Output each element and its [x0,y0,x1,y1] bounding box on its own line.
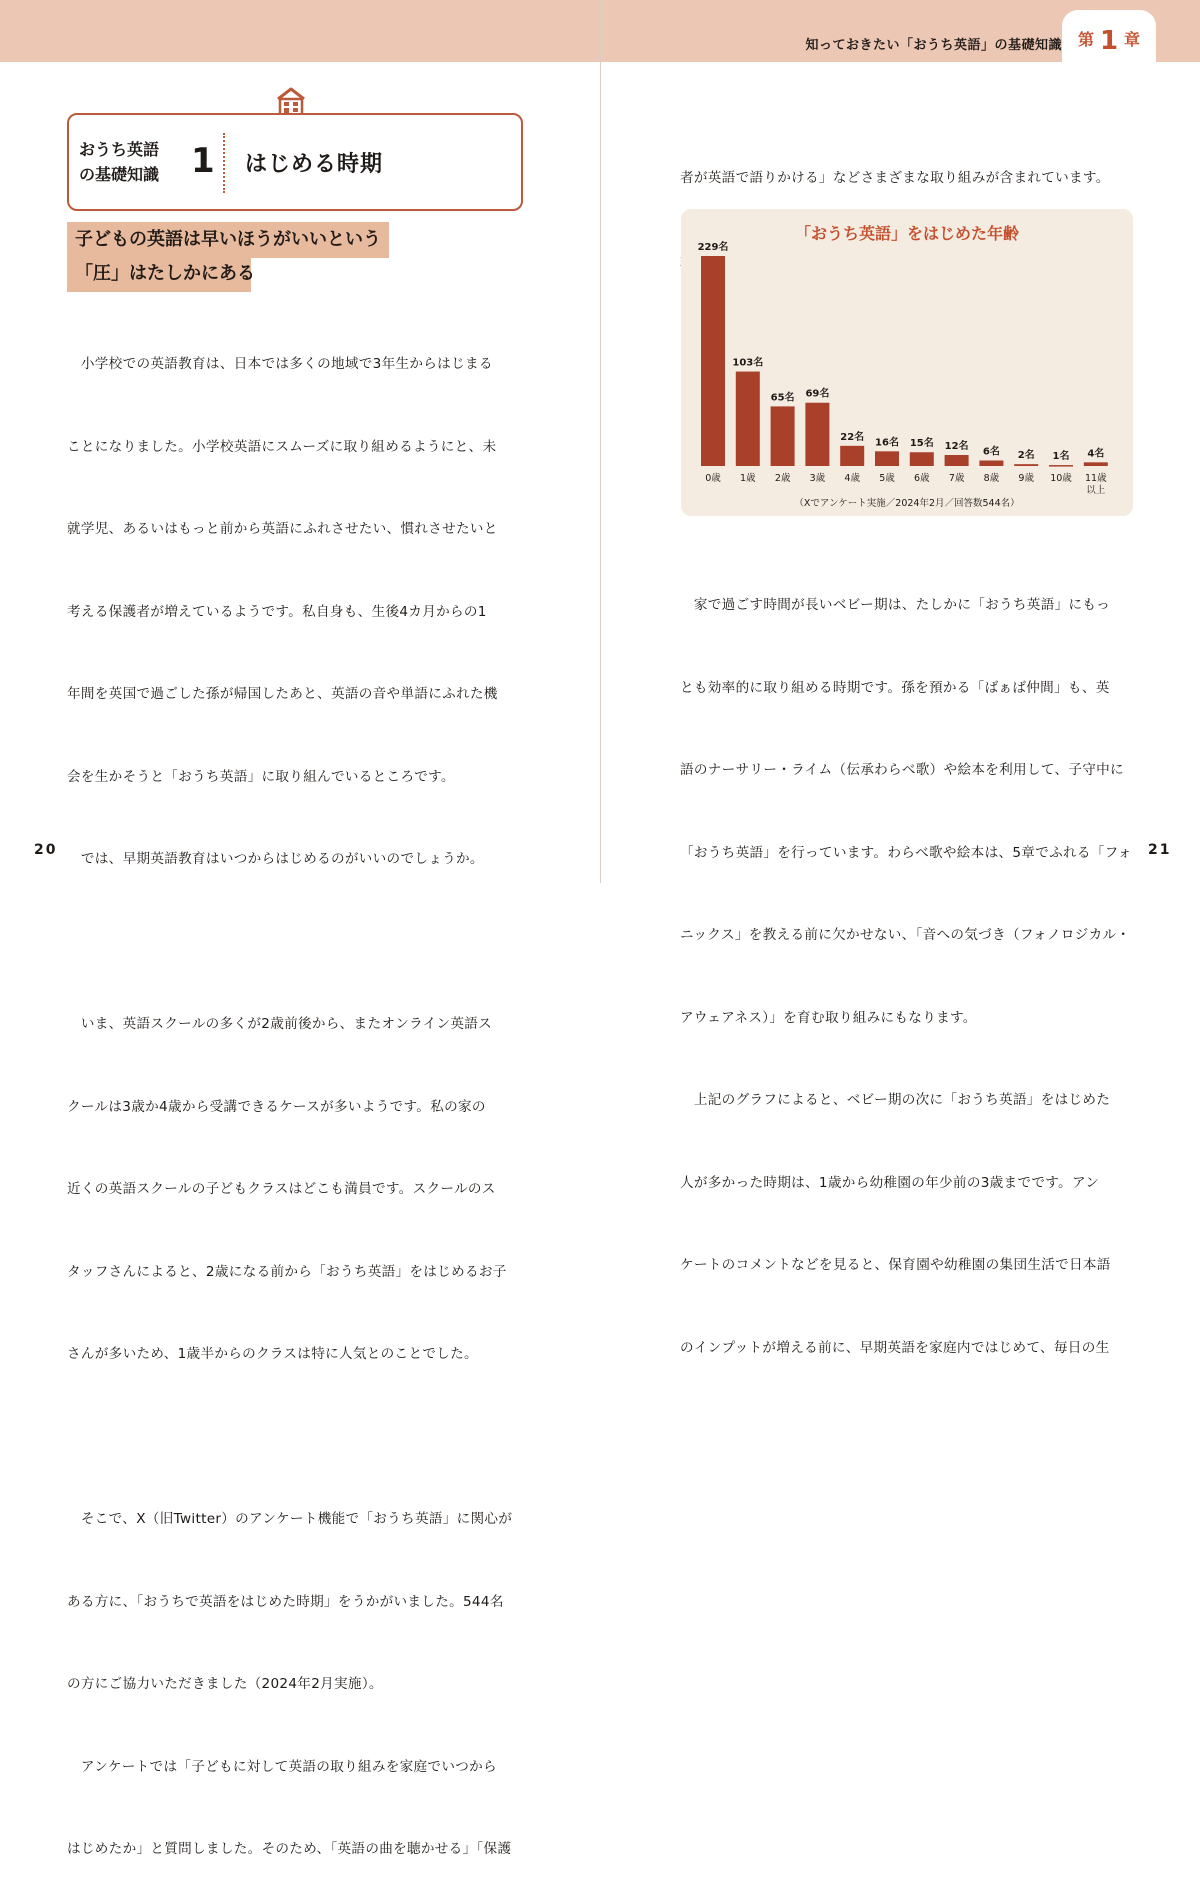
text-line: 考える保護者が増えているようです。私自身も、生後4カ月からの1 [67,603,487,620]
text-line: 近くの英語スクールの子どもクラスはどこも満員です。スクールのス [67,1181,496,1197]
heading-line-1: 子どもの英語は早いほうがいいという [67,222,389,258]
text-line: のインプットが増える前に、早期英語を家庭内ではじめて、毎日の生 [680,1339,1110,1356]
chart-value-label: 16名 [875,437,899,449]
running-title: 知っておきたい「おうち英語」の基礎知識 [805,38,1062,53]
chart-category-label: 0歳 [705,473,721,484]
text-line: タッフさんによると、2歳になる前から「おうち英語」をはじめるお子 [67,1263,507,1280]
text-line [67,929,512,957]
section-label-line1: おうち英語 [79,140,160,159]
section-divider [223,133,225,193]
chart-category-label: 6歳 [914,473,930,484]
text-line: 語のナーサリー・ライム（伝承わらべ歌）や絵本を利用して、子守中に [680,762,1124,778]
text-line: 家で過ごす時間が長いベビー期は、たしかに「おうち英語」にもっ [680,597,1111,613]
chart-bar [1084,462,1108,466]
chart-bar [840,446,864,466]
text-line: 者が英語で語りかける」などさまざまな取り組みが含まれています。 [680,170,1110,186]
chapter-tab [1062,10,1156,62]
chart-value-label: 65名 [770,392,795,404]
heading-line-2: 「圧」はたしかにある [67,256,251,292]
text-line: 年間を英国で過ごした孫が帰国したあと、英語の音や単語にふれた機 [67,686,498,702]
chart-bar [805,403,829,466]
text-line: とも効率的に取り組める時期です。孫を預かる「ばぁば仲間」も、英 [680,679,1110,696]
chart-value-label: 12名 [944,440,969,452]
text-line [67,1424,512,1452]
chart-category-label: 以上 [1086,485,1106,496]
chart-category-label: 7歳 [948,473,965,484]
chart-value-label: 2名 [1017,450,1035,462]
page-number-left: 20 [34,842,58,858]
text-line: はじめたか」と質問しました。そのため、「英語の曲を聴かせる」「保護 [67,1841,512,1857]
chart-value-label: 15名 [909,438,934,450]
chart-bar [736,372,760,466]
page-number-right: 21 [1148,842,1172,858]
chart-value-label: 229名 [697,242,729,253]
chart-category-label: 8歳 [983,473,1000,484]
page-gutter [600,0,601,883]
chart-bar [875,451,899,466]
text-line: さんが多いため、1歳半からのクラスは特に人気とのことでした。 [67,1346,478,1362]
chart-bar [945,455,969,466]
age-chart [681,209,1133,516]
chart-category-label: 5歳 [879,473,895,484]
text-line: クールは3歳か4歳から受講できるケースが多いようです。私の家の [67,1098,486,1115]
chart-value-label: 1名 [1052,451,1070,463]
text-line: ことになりました。小学校英語にスムーズに取り組めるようにと、未 [67,438,497,455]
chart-value-label: 69名 [805,388,830,400]
text-line: いま、英語スクールの多くが2歳前後から、またオンライン英語ス [67,1016,493,1032]
text-line: 就学児、あるいはもっと前から英語にふれさせたい、慣れさせたいと [67,521,498,537]
text-line: ニックス」を教える前に欠かせない、「音への気づき（フォノロジカル・ [680,927,1131,943]
chapter-prefix: 第 [1077,30,1094,49]
chart-category-label: 4歳 [844,473,860,484]
text-line: 上記のグラフによると、ベビー期の次に「おうち英語」をはじめた [680,1092,1111,1108]
chart-bar [1014,464,1038,466]
text-line: 小学校での英語教育は、日本では多くの地域で3年生からはじまる [67,356,493,372]
text-line: アンケートでは「子どもに対して英語の取り組みを家庭でいつから [67,1758,497,1775]
text-line: 「おうち英語」を行っています。わらべ歌や絵本は、5章でふれる「フォ [680,844,1132,861]
chart-category-label: 11歳 [1085,473,1107,484]
section-label [79,137,159,187]
text-line: アウェアネス）」を育む取り組みにもなります。 [680,1009,977,1026]
chart-value-label: 4名 [1087,448,1105,460]
text-line: 会を生かそうと「おうち英語」に取り組んでいるところです。 [67,768,455,785]
text-line: では、早期英語教育はいつからはじめるのがいいのでしょうか。 [67,851,484,867]
chapter-suffix: 章 [1124,30,1141,49]
text-line: 人が多かった時期は、1歳から幼稚園の年少前の3歳までです。アン [680,1174,1100,1191]
section-number: 1 [191,141,215,181]
left-body-text [67,296,512,1891]
chart-bar [771,406,795,466]
chart-category-label: 10歳 [1050,473,1072,484]
chart-bar [701,256,725,466]
chart-category-label: 2歳 [774,473,791,484]
chart-svg [681,209,1133,494]
chart-note: （Xでアンケート実施／2024年2月／回答数544名） [794,498,1020,509]
section-title-box [67,113,523,211]
chart-bar [979,460,1003,466]
chart-value-label: 6名 [982,446,1000,458]
chart-title: 「おうち英語」をはじめた年齢 [794,224,1019,243]
text-line: そこで、X（旧Twitter）のアンケート機能で「おうち英語」に関心が [67,1511,513,1527]
chart-value-label: 103名 [732,357,764,369]
chart-category-label: 3歳 [809,473,826,484]
chart-bar [1049,465,1073,467]
text-line: ある方に、「おうちで英語をはじめた時期」をうかがいました。544名 [67,1593,504,1610]
text-line: の方にご協力いただきました（2024年2月実施）。 [67,1676,383,1692]
section-title: はじめる時期 [245,152,384,177]
text-line: ケートのコメントなどを見ると、保育園や幼稚園の集団生活で日本語 [680,1257,1111,1273]
chart-category-label: 1歳 [740,473,756,484]
chapter-number: 1 [1099,26,1119,56]
chart-value-label: 22名 [840,431,865,443]
right-body-text-bottom [680,537,1132,1390]
section-label-line2: の基礎知識 [79,165,160,184]
chart-category-label: 9歳 [1018,473,1034,484]
chart-bar [910,452,934,466]
